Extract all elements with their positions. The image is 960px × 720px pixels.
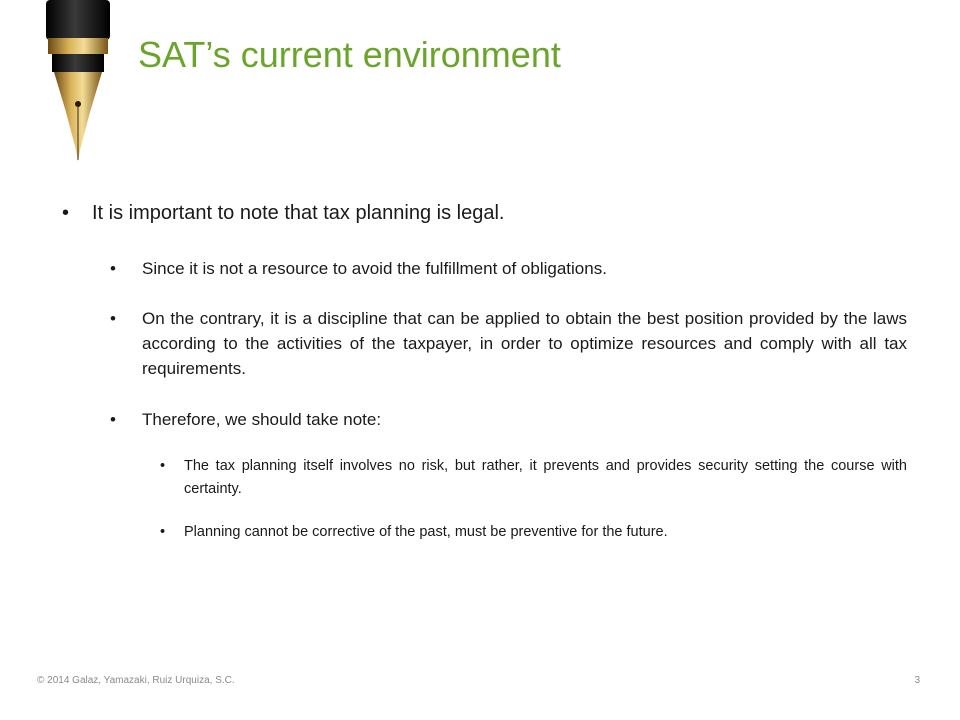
- bullet-level2: [110, 407, 907, 432]
- bullet-text: It is important to note that tax planning is legal.: [92, 202, 505, 224]
- bullet-text: Planning cannot be corrective of the past, must be preventive for the future.: [184, 524, 668, 540]
- bullet-text: Since it is not a resource to avoid the fulfillment of obligations.: [142, 259, 607, 278]
- bullet-marker: •: [110, 410, 116, 429]
- bullet-text: The tax planning itself involves no risk, but rather, it prevents and provides security setting the course with certainty.: [184, 458, 907, 497]
- bullet-marker: •: [110, 259, 116, 278]
- bullet-level3: [160, 521, 907, 544]
- bullet-marker: •: [160, 458, 166, 474]
- bullet-marker: •: [62, 202, 70, 224]
- bullet-level3: [160, 455, 907, 501]
- slide-title: SAT’s current environment: [138, 34, 561, 75]
- bullet-level1: [62, 200, 922, 226]
- bullet-marker: •: [160, 524, 166, 540]
- bullet-text: Therefore, we should take note:: [142, 410, 382, 429]
- bullet-marker: •: [110, 309, 116, 328]
- bullet-text: On the contrary, it is a discipline that can be applied to obtain the best position provided by the laws according to the activities of the taxpayer, in order to optimize resources and comply with all tax requirements.: [142, 309, 907, 378]
- fountain-pen-nib-icon: [28, 0, 128, 170]
- copyright-footer: © 2014 Galaz, Yamazaki, Ruiz Urquiza, S.C.: [37, 675, 235, 686]
- page-number: 3: [914, 675, 920, 686]
- bullet-level2: [110, 256, 907, 281]
- bullet-level2: [110, 306, 907, 381]
